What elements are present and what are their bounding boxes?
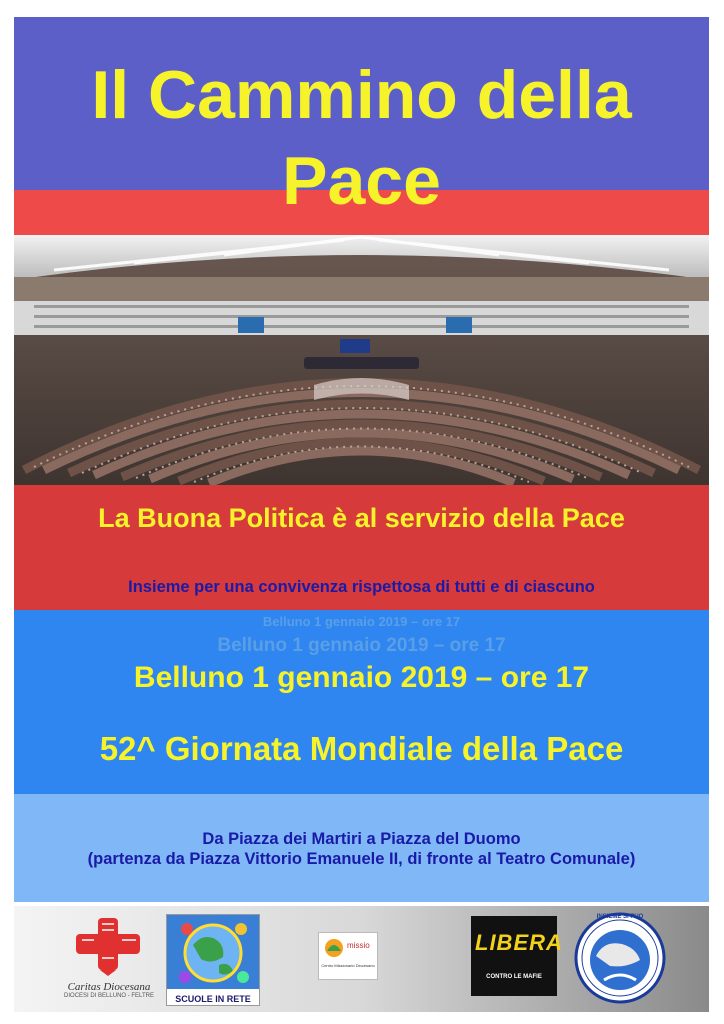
caritas-diocese: DIOCESI DI BELLUNO - FELTRE [64,993,154,999]
route-line-2: (partenza da Piazza Vittorio Emanuele II, di fronte al Teatro Comunale) [87,850,636,868]
libera-logo [471,916,563,996]
missio-emblem-icon [323,937,345,959]
missio-sub: Centro Missionario Diocesano [321,963,375,968]
event-name: 52^ Giornata Mondiale della Pace [99,730,624,767]
caritas-logo [50,914,168,1006]
scuole-label: SCUOLE IN RETE [175,994,251,1004]
parliament-photo [14,235,709,485]
insieme-globe-icon [574,910,666,1006]
scuole-in-rete-logo [166,914,260,1006]
subtitle: La Buona Politica è al servizio della Pace [98,503,625,533]
poster-title: Il Cammino della Pace [91,57,632,219]
missio-logo [318,932,378,980]
date-ghost-small: Belluno 1 gennaio 2019 – ore 17 [262,614,461,629]
insieme-label: INSIEME SI PUO [596,914,644,920]
libera-label: LIBERA [475,930,563,955]
tagline: Insieme per una convivenza rispettosa di tutti e di ciascuno [128,578,595,596]
event-date: Belluno 1 gennaio 2019 – ore 17 [133,661,590,694]
route-line-1: Da Piazza dei Martiri a Piazza del Duomo [202,830,521,848]
missio-label: missio [347,941,370,950]
globe-icon [167,915,259,989]
sponsor-logos [14,906,709,1012]
date-ghost-medium: Belluno 1 gennaio 2019 – ore 17 [217,635,506,656]
caritas-cross-icon [50,914,168,976]
hemicycle-illustration [14,235,709,485]
libera-sub: CONTRO LE MAFIE [486,974,542,980]
caritas-name: Caritas Diocesana [67,981,151,993]
insieme-si-puo-logo [574,910,666,1006]
